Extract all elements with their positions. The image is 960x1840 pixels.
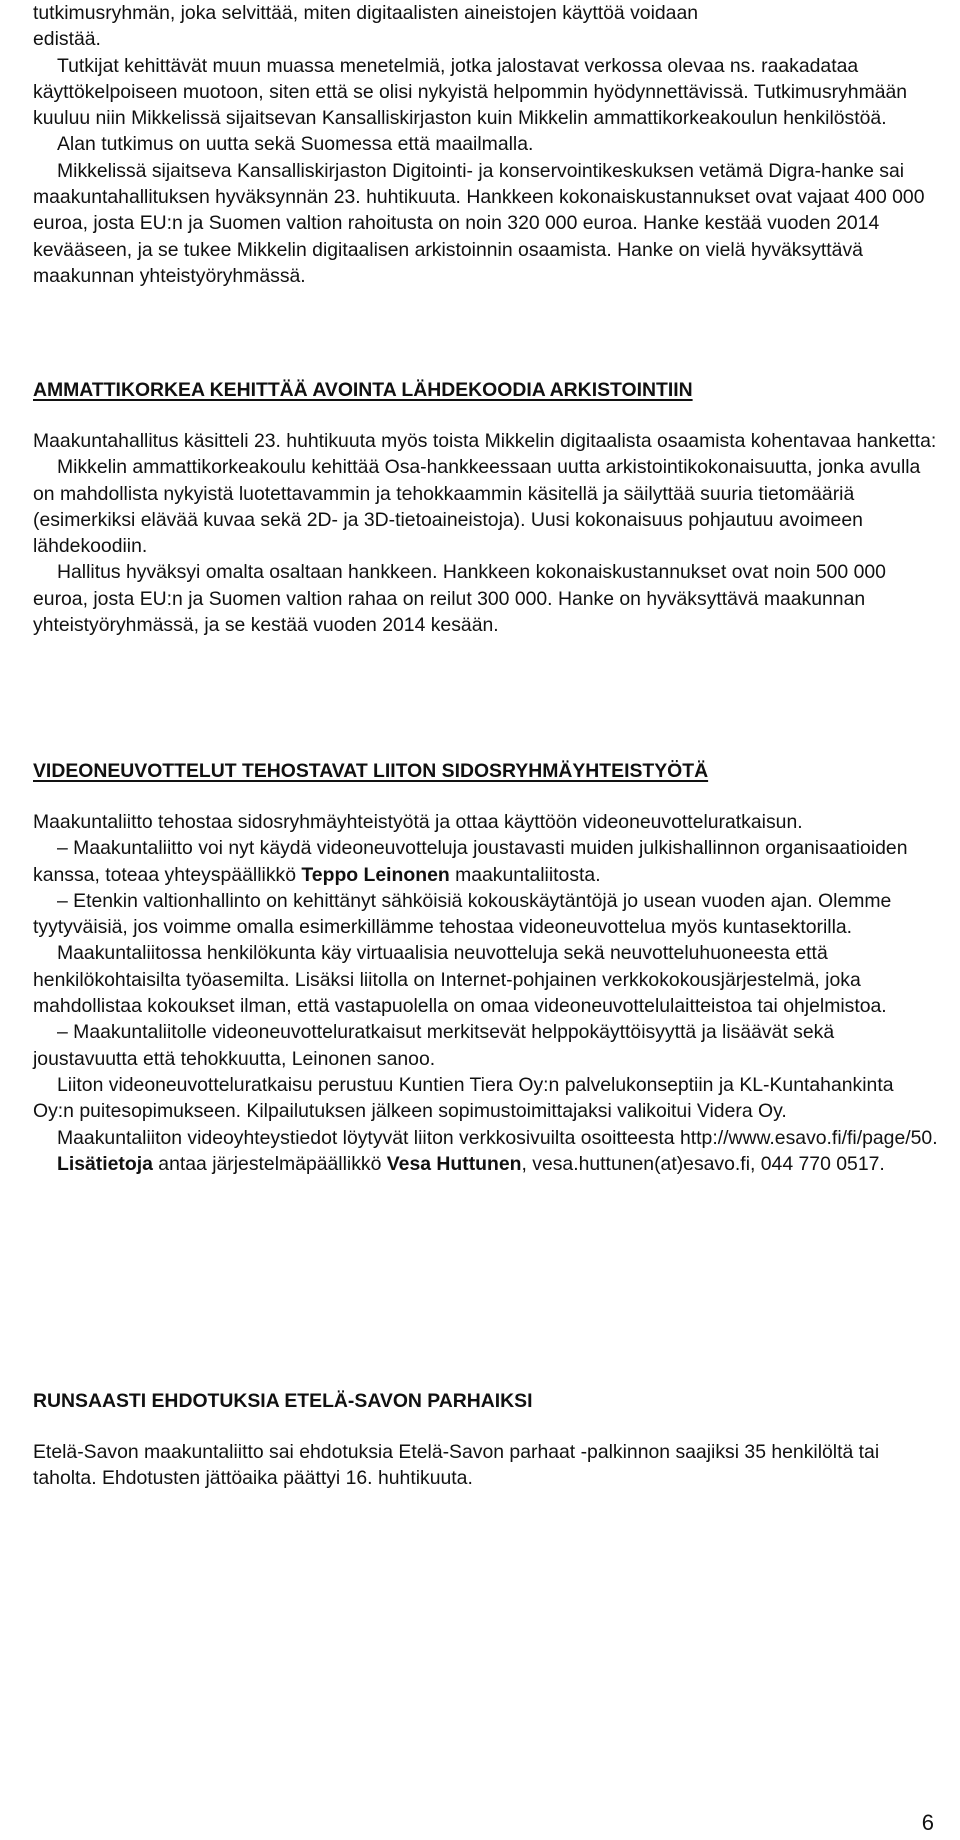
section-videoneuvottelut [33, 758, 938, 1177]
page-number: 6 [921, 1810, 934, 1835]
paragraph: Maakuntahallitus käsitteli 23. huhtikuuta myös toista Mikkelin digitaalista osaamista kohentavaa hanketta: [33, 430, 937, 452]
intro-paragraph-1 [33, 0, 938, 53]
paragraph: Mikkelin ammattikorkeakoulu kehittää Osa-hankkeessaan uutta arkistointikokonaisuutta, jonka avulla on mahdollista nykyistä luotettavammin ja tehokkaammin käsitellä ja säilyttää suuria tietomääriä (esimerkiksi elävää kuvaa sekä 2D- ja 3D-tietoaineistoja). Uusi kokonaisuus pohjautuu avoimeen lähdekoodiin. [33, 456, 921, 558]
quote-paragraph [33, 835, 938, 888]
contact-details: , vesa.huttunen(at)esavo.fi, 044 770 0517. [521, 1152, 885, 1175]
intro-paragraph-3: Alan tutkimus on uutta sekä Suomessa että maailmalla. [57, 133, 534, 156]
contact-text: antaa järjestelmäpäällikkö [152, 1152, 387, 1175]
quote-paragraph: – Etenkin valtionhallinto on kehittänyt sähköisiä kokouskäytäntöjä jo usean vuoden ajan. Olemme tyytyväisiä, jos voimme omalla esimerkillämme tehostaa videoneuvottelua myös kuntasektorilla. [33, 889, 892, 939]
paragraph: Maakuntaliiton videoyhteystiedot löytyvät liiton verkkosivuilta osoitteesta http://www.esavo.fi/fi/page/50. [57, 1126, 938, 1149]
intro-line-2: edistää. [33, 28, 101, 51]
paragraph: Hallitus hyväksyi omalta osaltaan hankkeen. Hankkeen kokonaiskustannukset ovat noin 500 000 euroa, josta EU:n ja Suomen valtion rahaa on reilut 300 000. Hanke on hyväksyttävä maakunnan yhteistyöryhmässä, ja se kestää vuoden 2014 kesään. [33, 561, 886, 637]
intro-line-1: tutkimusryhmän, joka selvittää, miten digitaalisten aineistojen käyttöä voidaan [33, 2, 699, 24]
contact-paragraph [33, 1151, 938, 1177]
contact-label: Lisätietoja [57, 1152, 153, 1175]
paragraph: Etelä-Savon maakuntaliitto sai ehdotuksia Etelä-Savon parhaat -palkinnon saajiksi 35 henkilöltä tai taholta. Ehdotusten jättöaika päättyi 16. huhtikuuta. [33, 1441, 880, 1490]
quote-text: – Maakuntaliitto voi nyt käydä videoneuvotteluja joustavasti muiden julkishallinnon organisaatioiden kanssa, toteaa yhteyspäällikkö [33, 837, 908, 886]
person-name: Teppo Leinonen [301, 863, 450, 886]
section-heading: AMMATTIKORKEA KEHITTÄÄ AVOINTA LÄHDEKOODIA ARKISTOINTIIN [33, 379, 693, 401]
section-heading: RUNSAASTI EHDOTUKSIA ETELÄ-SAVON PARHAIKSI [33, 1390, 533, 1412]
section-heading: VIDEONEUVOTTELUT TEHOSTAVAT LIITON SIDOSRYHMÄYHTEISTYÖTÄ [33, 760, 709, 782]
intro-paragraph-4: Mikkelissä sijaitseva Kansalliskirjaston Digitointi- ja konservointikeskuksen vetämä Digra-hanke sai maakuntahallituksen hyväksynnän 23. huhtikuuta. Hankkeen kokonaiskustannukset ovat vajaat 400 000 euroa, josta EU:n ja Suomen valtion rahoitusta on noin 320 000 euroa. Hanke kestää vuoden 2014 kevääseen, ja se tukee Mikkelin digitaalisen arkistoinnin osaamista. Hanke on vielä hyväksyttävä maakunnan yhteistyöryhmässä. [33, 159, 925, 287]
contact-name: Vesa Huttunen [386, 1152, 522, 1175]
quote-text: maakuntaliitosta. [449, 863, 601, 886]
paragraph: Maakuntaliitto tehostaa sidosryhmäyhteistyötä ja ottaa käyttöön videoneuvotteluratkaisun. [33, 811, 803, 833]
intro-paragraph-2: Tutkijat kehittävät muun muassa menetelmiä, jotka jalostavat verkossa olevaa ns. raakadataa käyttökelpoiseen muotoon, siten että se olisi nykyistä helpommin hyödynnettävissä. Tutkimusryhmään kuuluu niin Mikkelissä sijaitsevan Kansalliskirjaston kuin Mikkelin ammattikorkeakoulun henkilöstöä. [33, 54, 908, 130]
section-ammattikorkea [33, 377, 938, 638]
paragraph: Maakuntaliitossa henkilökunta käy virtuaalisia neuvotteluja sekä neuvotteluhuoneesta että henkilökohtaisilta työasemilta. Lisäksi liitolla on Internet-pohjainen verkkokokousjärjestelmä, joka mahdollistaa kokoukset ilman, että vastapuolella on omaa videoneuvottelulaitteistoa tai ohjelmistoa. [33, 942, 887, 1018]
section-runsaasti [33, 1388, 938, 1492]
quote-paragraph: – Maakuntaliitolle videoneuvotteluratkaisut merkitsevät helppokäyttöisyyttä ja lisäävät sekä joustavuutta että tehokkuutta, Leinonen sanoo. [33, 1021, 835, 1070]
intro-section [33, 0, 938, 289]
paragraph: Liiton videoneuvotteluratkaisu perustuu Kuntien Tiera Oy:n palvelukonseptiin ja KL-Kuntahankinta Oy:n puitesopimukseen. Kilpailutuksen jälkeen sopimustoimittajaksi valikoitui Videra Oy. [33, 1073, 894, 1123]
